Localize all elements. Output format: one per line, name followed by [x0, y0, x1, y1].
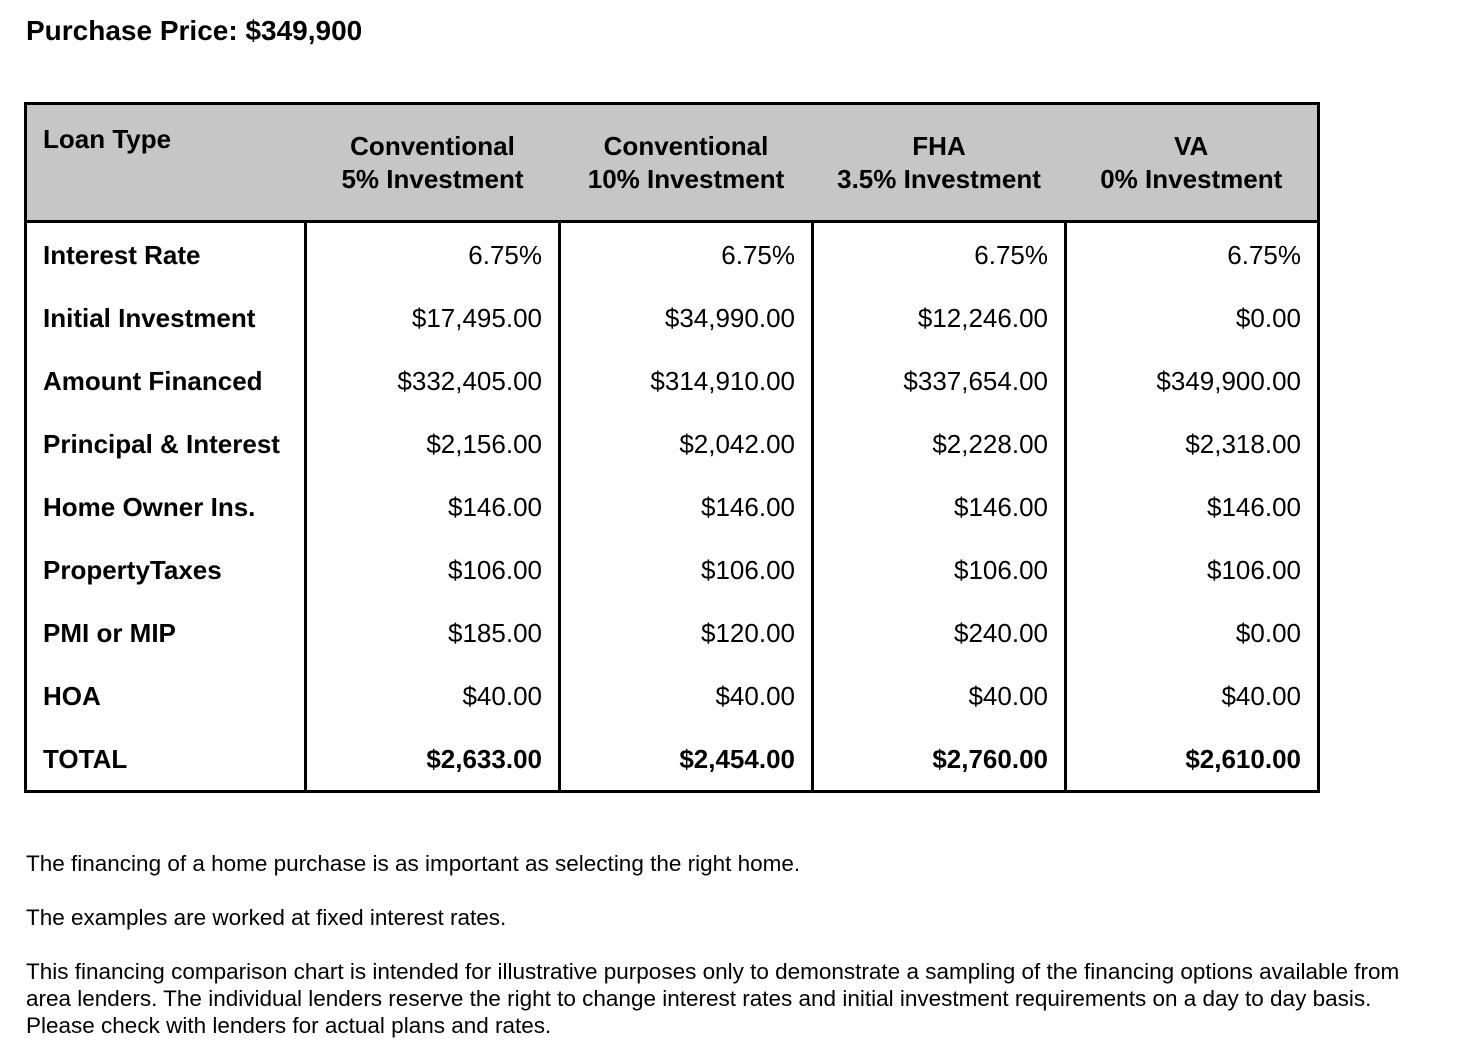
table-cell: $106.00: [813, 538, 1066, 601]
row-label: TOTAL: [43, 743, 128, 774]
table-row: [26, 664, 1319, 727]
table-cell: $17,495.00: [306, 286, 560, 349]
table-row: [26, 412, 1319, 475]
table-cell: $2,156.00: [306, 412, 560, 475]
table-row: [26, 349, 1319, 412]
table-row-total: [26, 727, 1319, 792]
table-cell: $0.00: [1066, 601, 1319, 664]
row-label: Principal & Interest: [43, 428, 280, 459]
table-cell: $34,990.00: [560, 286, 813, 349]
table-cell: $40.00: [560, 664, 813, 727]
financing-comparison-table: [24, 102, 1320, 793]
table-cell: $40.00: [813, 664, 1066, 727]
notes-section: [26, 850, 1426, 1039]
column-header-va: VA 0% Investment: [1066, 104, 1319, 222]
page-title: Purchase Price: $349,900: [26, 15, 363, 46]
table-cell: $2,318.00: [1066, 412, 1319, 475]
row-label: Interest Rate: [43, 239, 201, 270]
table-cell: $106.00: [1066, 538, 1319, 601]
row-label: PropertyTaxes: [43, 554, 222, 585]
table-cell: 6.75%: [306, 222, 560, 287]
table-cell: $2,454.00: [560, 727, 813, 792]
column-header-conventional-10: Conventional 10% Investment: [560, 104, 813, 222]
column-header-loan-type: Loan Type: [26, 104, 306, 222]
row-label: PMI or MIP: [43, 617, 176, 648]
row-label: HOA: [43, 680, 101, 711]
table-row: [26, 222, 1319, 287]
table-cell: $2,633.00: [306, 727, 560, 792]
note-paragraph: This financing comparison chart is intended for illustrative purposes only to demonstrate a sampling of the financing options available from area lenders. The individual lenders reserve the right to change interest rates and initial investment requirements on a day to day basis. Please check with lenders for actual plans and rates.: [26, 959, 1400, 1038]
table-cell: $0.00: [1066, 286, 1319, 349]
column-header-conventional-5: Conventional 5% Investment: [306, 104, 560, 222]
row-label: Amount Financed: [43, 365, 263, 396]
table-cell: $146.00: [560, 475, 813, 538]
table-cell: $314,910.00: [560, 349, 813, 412]
table-cell: $120.00: [560, 601, 813, 664]
table-row: [26, 475, 1319, 538]
note-paragraph: The financing of a home purchase is as important as selecting the right home.: [26, 851, 801, 876]
table-cell: $146.00: [306, 475, 560, 538]
table-cell: $337,654.00: [813, 349, 1066, 412]
table-cell: $106.00: [306, 538, 560, 601]
row-label: Initial Investment: [43, 302, 256, 333]
table-cell: $240.00: [813, 601, 1066, 664]
table-cell: $349,900.00: [1066, 349, 1319, 412]
table-cell: $40.00: [306, 664, 560, 727]
table-cell: $2,610.00: [1066, 727, 1319, 792]
table-cell: 6.75%: [813, 222, 1066, 287]
table-cell: $12,246.00: [813, 286, 1066, 349]
table-cell: $106.00: [560, 538, 813, 601]
table-cell: 6.75%: [560, 222, 813, 287]
table-cell: $2,760.00: [813, 727, 1066, 792]
table-row: [26, 601, 1319, 664]
column-header-fha: FHA 3.5% Investment: [813, 104, 1066, 222]
table-cell: 6.75%: [1066, 222, 1319, 287]
table-cell: $185.00: [306, 601, 560, 664]
table-cell: $2,228.00: [813, 412, 1066, 475]
table-cell: $332,405.00: [306, 349, 560, 412]
table-cell: $40.00: [1066, 664, 1319, 727]
table-row: [26, 538, 1319, 601]
table-cell: $146.00: [813, 475, 1066, 538]
table-cell: $146.00: [1066, 475, 1319, 538]
note-paragraph: The examples are worked at fixed interest rates.: [26, 905, 507, 930]
table-header-row: [26, 104, 1319, 222]
table-cell: $2,042.00: [560, 412, 813, 475]
row-label: Home Owner Ins.: [43, 491, 256, 522]
table-row: [26, 286, 1319, 349]
